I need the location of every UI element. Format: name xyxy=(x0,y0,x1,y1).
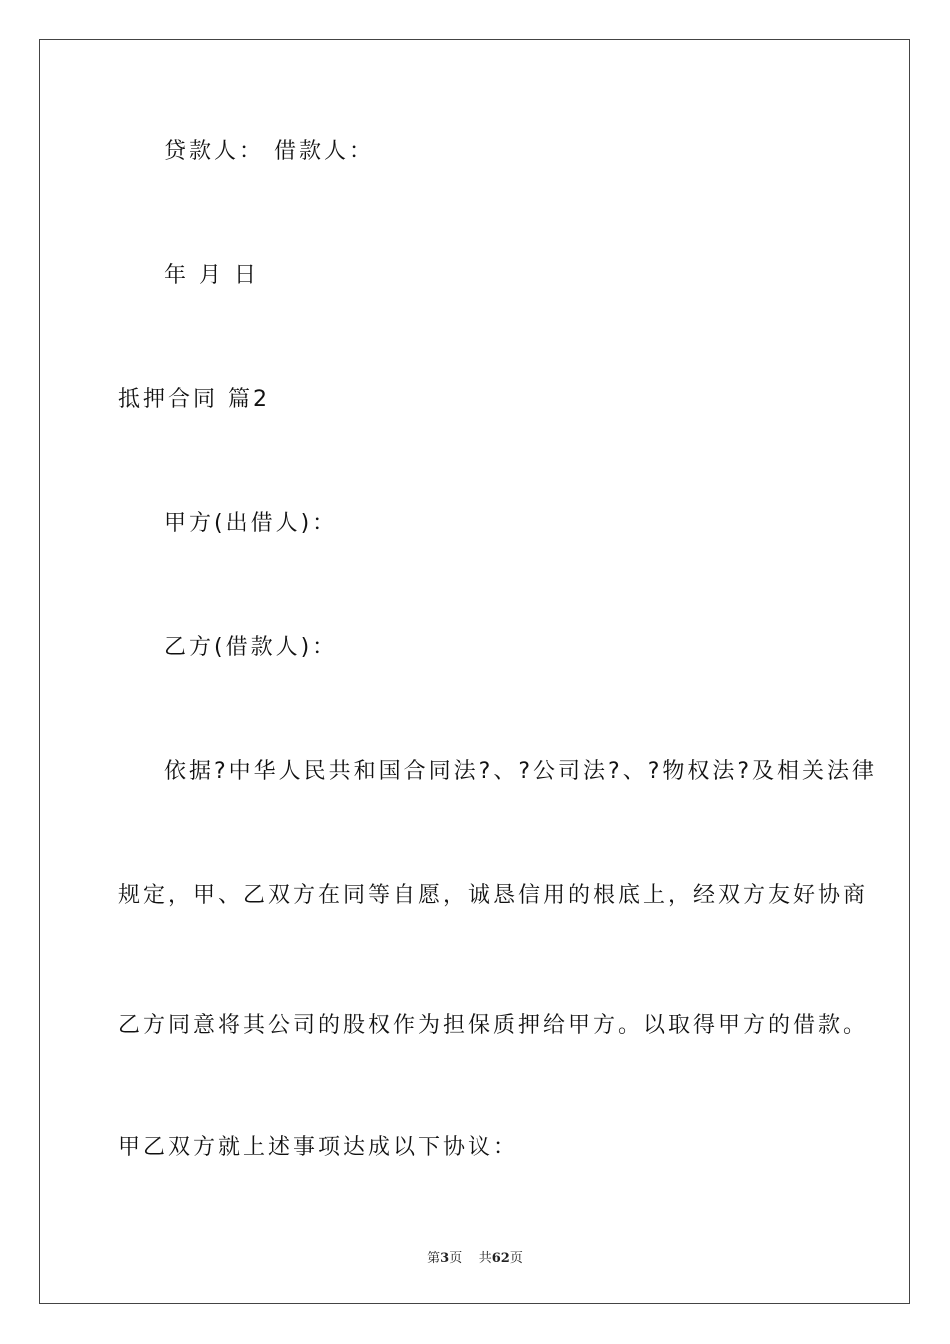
footer-total-prefix: 共 xyxy=(478,1251,492,1266)
party-b-line: 乙方(借款人)： xyxy=(164,635,338,660)
page-frame xyxy=(39,39,910,1304)
paragraph-line: 规定，甲、乙双方在同等自愿，诚恳信用的根底上，经双方友好协商 xyxy=(118,883,869,908)
paragraph-line: 乙方同意将其公司的股权作为担保质押给甲方。以取得甲方的借款。 xyxy=(118,1013,869,1038)
party-a-line: 甲方(出借人)： xyxy=(164,511,338,536)
footer-total-pages: 62 xyxy=(491,1251,510,1266)
page-footer xyxy=(0,1247,950,1266)
paragraph-line: 依据?中华人民共和国合同法?、?公司法?、?物权法?及相关法律 xyxy=(164,759,878,784)
signature-line: 贷款人： 借款人： xyxy=(164,139,374,164)
section-heading: 抵押合同 篇2 xyxy=(118,387,270,412)
footer-total-suffix: 页 xyxy=(509,1251,523,1266)
footer-page-suffix: 页 xyxy=(449,1251,463,1266)
footer-prefix: 第 xyxy=(427,1251,441,1266)
paragraph-line: 甲乙双方就上述事项达成以下协议： xyxy=(118,1135,519,1160)
footer-page-number: 3 xyxy=(440,1251,450,1266)
date-line: 年 月 日 xyxy=(164,263,259,288)
